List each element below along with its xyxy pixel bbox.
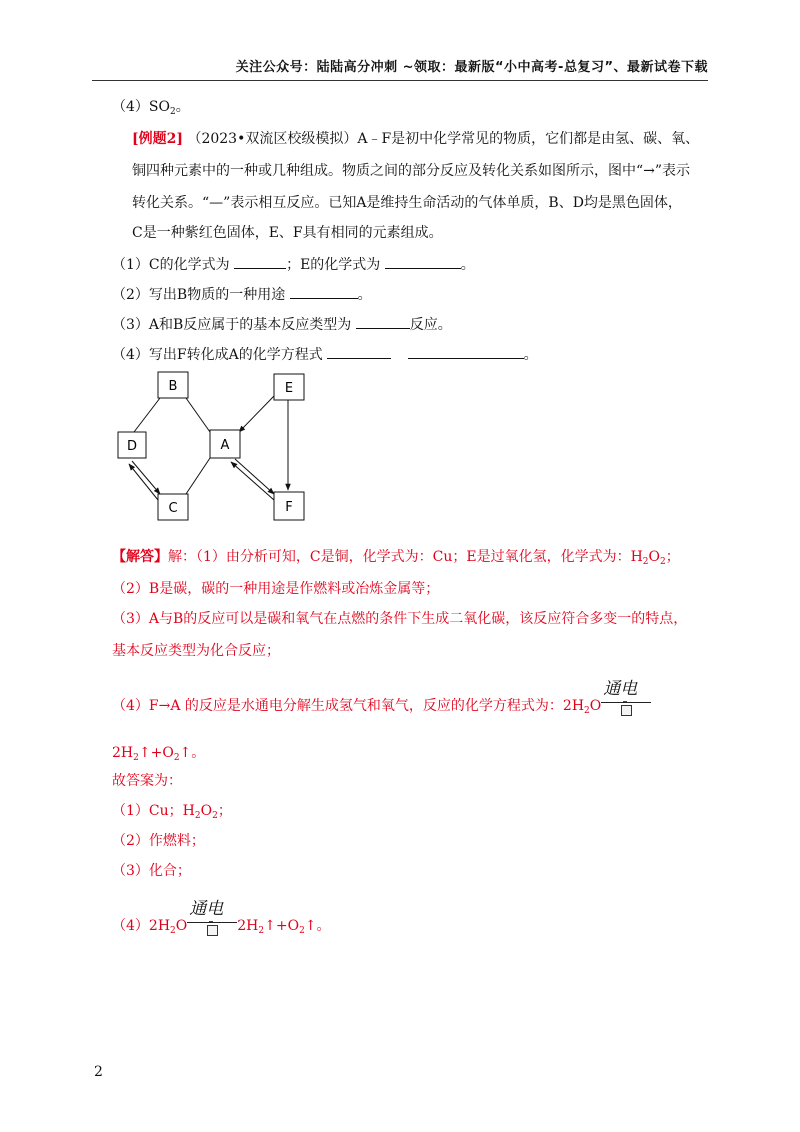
answer-blank[interactable] bbox=[327, 346, 391, 359]
svg-text:A: A bbox=[220, 438, 230, 453]
node-d bbox=[118, 432, 146, 458]
reaction-condition: 通电 bbox=[187, 912, 237, 930]
svg-text:D: D bbox=[126, 439, 138, 454]
header-rule bbox=[92, 80, 708, 81]
node-b bbox=[158, 372, 188, 398]
condition-box-icon bbox=[207, 925, 218, 936]
example-line-3: 转化关系。“—”表示相互反应。已知A是维持生命活动的气体单质，B、D均是黑色固体， bbox=[132, 195, 682, 211]
solution-line-6: $2H_2↑+O_2↑$。 bbox=[112, 745, 206, 763]
answer-2: （2）作燃料； bbox=[112, 833, 205, 849]
solution-line-4: 基本反应类型为化合反应； bbox=[112, 643, 280, 659]
answer-3: （3）化合； bbox=[112, 863, 191, 879]
node-f bbox=[274, 492, 304, 520]
page-header: 关注公众号：陆陆高分冲刺 ~领取：最新版“小中高考-总复习”、最新试卷下载 bbox=[235, 60, 708, 75]
solution-tag: 【解答】 bbox=[112, 549, 168, 565]
svg-text:C: C bbox=[168, 501, 178, 516]
node-c bbox=[158, 494, 188, 520]
arrow-e-to-a bbox=[239, 396, 274, 432]
svg-text:E: E bbox=[284, 381, 294, 396]
reaction-diagram bbox=[112, 366, 312, 526]
arrow-d-to-c bbox=[132, 461, 160, 494]
svg-text:B: B bbox=[168, 379, 178, 394]
node-e bbox=[274, 374, 304, 400]
solution-line-5: （4）F→A 的反应是水通电分解生成氢气和氧气，反应的化学方程式为：$2H_2O$ 通电 bbox=[112, 692, 651, 720]
answer-blank[interactable] bbox=[290, 286, 358, 299]
answer-blank[interactable] bbox=[356, 316, 410, 329]
answer-4: $(4)2H_2O$ 通电 $2H_2↑+O_2↑$。 bbox=[112, 899, 331, 936]
solution-line-2: （2）B是碳，碳的一种用途是作燃料或冶炼金属等； bbox=[112, 581, 440, 597]
svg-text:F: F bbox=[285, 500, 293, 515]
question-3: （3）A和B反应属于的基本反应类型为 反应。 bbox=[112, 317, 452, 333]
arrow-a-to-f bbox=[235, 459, 274, 494]
answer-blank[interactable] bbox=[385, 256, 461, 269]
answers-title: 故答案为： bbox=[112, 773, 182, 789]
arrow-f-to-a bbox=[231, 462, 274, 500]
example-line-1: [例题2] （2023•双流区校级模拟）A﹣F是初中化学常见的物质，它们都是由氢、碳、氧、 bbox=[132, 131, 700, 147]
reaction-condition: 通电 bbox=[601, 692, 651, 710]
arrow-c-to-d bbox=[129, 464, 158, 500]
example-line-4: C是一种紫红色固体，E、F具有相同的元素组成。 bbox=[132, 225, 443, 241]
answer-blank[interactable] bbox=[408, 346, 524, 359]
diagram-links bbox=[126, 396, 288, 500]
question-2: （2）写出B物质的一种用途 。 bbox=[112, 287, 372, 303]
link-a-c bbox=[186, 458, 210, 494]
link-b-a bbox=[186, 398, 210, 432]
example-tag: [例题2] bbox=[132, 131, 183, 147]
solution-line-1: 【解答】解：（1）由分析可知，C是铜，化学式为：Cu；E是过氧化氢，化学式为：$H_2O_2$； bbox=[112, 549, 680, 567]
answer-blank[interactable] bbox=[234, 256, 286, 269]
question-1: （1）C的化学式为 ；E的化学式为 。 bbox=[112, 257, 475, 273]
solution-line-3: （3）A与B的反应可以是碳和氧气在点燃的条件下生成二氧化碳，该反应符合多变一的特点， bbox=[112, 611, 688, 627]
condition-box-icon bbox=[621, 705, 632, 716]
answer-1: （1）Cu；$H_2O_2$； bbox=[112, 803, 232, 821]
link-b-d bbox=[134, 398, 160, 432]
example-line-2: 铜四种元素中的一种或几种组成。物质之间的部分反应及转化关系如图所示，图中“→”表示 bbox=[132, 163, 691, 179]
previous-answer: $(4)SO_2$。 bbox=[112, 99, 190, 117]
page-number: 2 bbox=[94, 1064, 103, 1080]
question-4: （4）写出F转化成A的化学方程式 。 bbox=[112, 347, 538, 363]
node-a bbox=[210, 430, 240, 458]
